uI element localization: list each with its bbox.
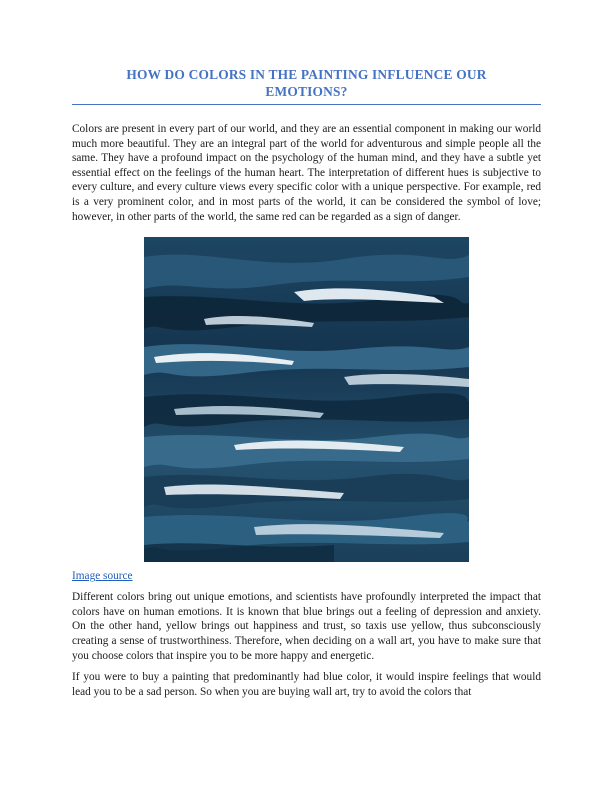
document-page [72,66,541,699]
title-underline [72,104,541,105]
paragraph-colors-emotions: Different colors bring out unique emotions, and scientists have profoundly interpreted the impact that colors have on human emotions. It is known that blue brings out a feeling of depression and anxiety. On the other hand, yellow brings out happiness and trust, so taxis use yellow, thus subconsciously creating a sense of trustworthiness. Therefore, when deciding on a wall art, you have to make sure that you choose colors that inspire you to be more happy and energetic. [72,591,541,662]
paragraph-intro: Colors are present in every part of our world, and they are an essential component in making our world much more beautiful. They are an integral part of the world for adventurous and simple people all the same. They have a profound impact on the psychology of the human mind, and they have a subtle yet essential effect on the feelings of the human heart. The interpretation of different hues is subjective to every culture, and every culture views every specific color with a unique perspective. For example, red is a very prominent color, and in most parts of the world, it can be considered the symbol of love; however, in other parts of the world, the same red can be regarded as a sign of danger. [72,123,541,223]
paragraph-blue-painting: If you were to buy a painting that predominantly had blue color, it would inspire feelings that would lead you to be a sad person. So when you are buying wall art, try to avoid the colors that [72,671,541,698]
document-title [72,66,541,102]
abstract-blue-painting [144,237,469,562]
title-line-1: HOW DO COLORS IN THE PAINTING INFLUENCE OUR [126,67,487,82]
image-source-link[interactable]: Image source [72,570,133,583]
title-line-2: EMOTIONS? [265,84,348,99]
